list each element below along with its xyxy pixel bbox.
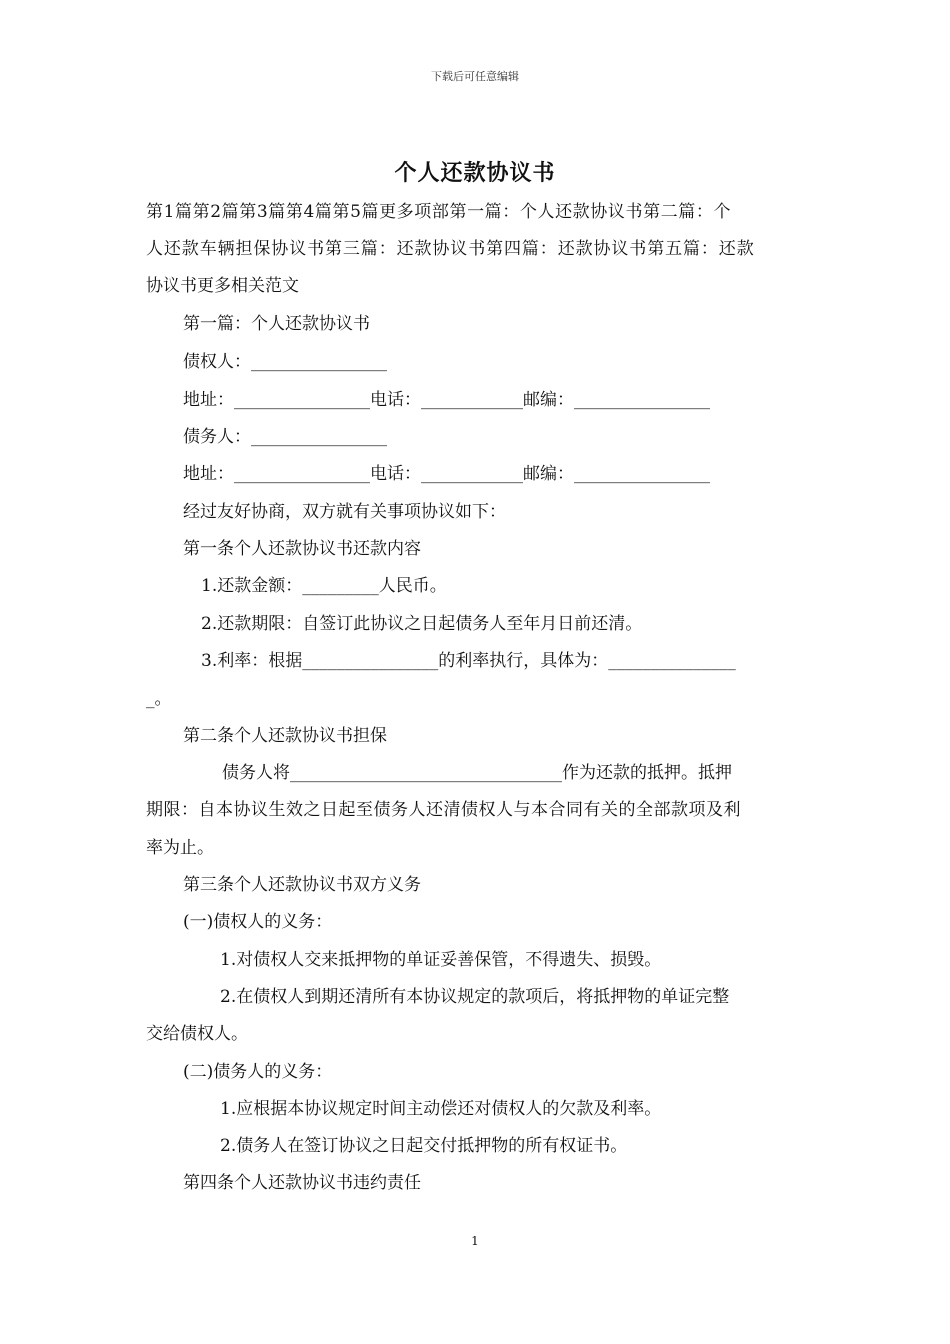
paragraph-line: 率为止。 <box>146 838 214 858</box>
paragraph-line: 人还款车辆担保协议书第三篇：还款协议书第四篇：还款协议书第五篇：还款 <box>146 239 755 259</box>
page-number: 1 <box>471 1234 479 1248</box>
debtor-field: 债务人：________________ <box>183 427 387 447</box>
list-item: 2.还款期限：自签订此协议之日起债务人至年月日前还清。 <box>201 614 643 634</box>
paragraph-line: 交给债权人。 <box>146 1024 248 1044</box>
paragraph-line: 期限：自本协议生效之日起至债务人还清债权人与本合同有关的全部款项及利 <box>146 800 741 820</box>
section-heading: 第一篇：个人还款协议书 <box>183 314 370 334</box>
list-item: 1.应根据本协议规定时间主动偿还对债权人的欠款及利率。 <box>220 1099 662 1119</box>
paragraph-line: 第1篇第2篇第3篇第4篇第5篇更多项部第一篇：个人还款协议书第二篇：个 <box>146 202 732 222</box>
list-item: 3.利率：根据________________的利率执行，具体为：_______________ <box>201 651 736 671</box>
article-heading: 第一条个人还款协议书还款内容 <box>183 539 421 559</box>
paragraph-line: _。 <box>146 689 172 709</box>
sub-heading: (二)债务人的义务： <box>183 1062 333 1082</box>
creditor-field: 债权人：________________ <box>183 352 387 372</box>
list-item: 1.还款金额：_________人民币。 <box>201 576 447 596</box>
article-heading: 第三条个人还款协议书双方义务 <box>183 875 421 895</box>
list-item: 2.在债权人到期还清所有本协议规定的款项后，将抵押物的单证完整 <box>220 987 730 1007</box>
paragraph-line: 协议书更多相关范文 <box>146 276 299 296</box>
paragraph-line: 经过友好协商，双方就有关事项协议如下： <box>183 502 506 522</box>
article-heading: 第四条个人还款协议书违约责任 <box>183 1173 421 1193</box>
paragraph-line: 债务人将________________________________作为还款的抵押。抵押 <box>222 763 732 783</box>
list-item: 1.对债权人交来抵押物的单证妥善保管，不得遗失、损毁。 <box>220 950 662 970</box>
article-heading: 第二条个人还款协议书担保 <box>183 726 387 746</box>
page-header: 下载后可任意编辑 <box>431 70 519 83</box>
list-item: 2.债务人在签订协议之日起交付抵押物的所有权证书。 <box>220 1136 628 1156</box>
debtor-contact-fields: 地址：________________电话：____________邮编：________________ <box>183 464 710 484</box>
sub-heading: (一)债权人的义务： <box>183 912 333 932</box>
creditor-contact-fields: 地址：________________电话：____________邮编：________________ <box>183 390 710 410</box>
document-title: 个人还款协议书 <box>394 160 556 186</box>
